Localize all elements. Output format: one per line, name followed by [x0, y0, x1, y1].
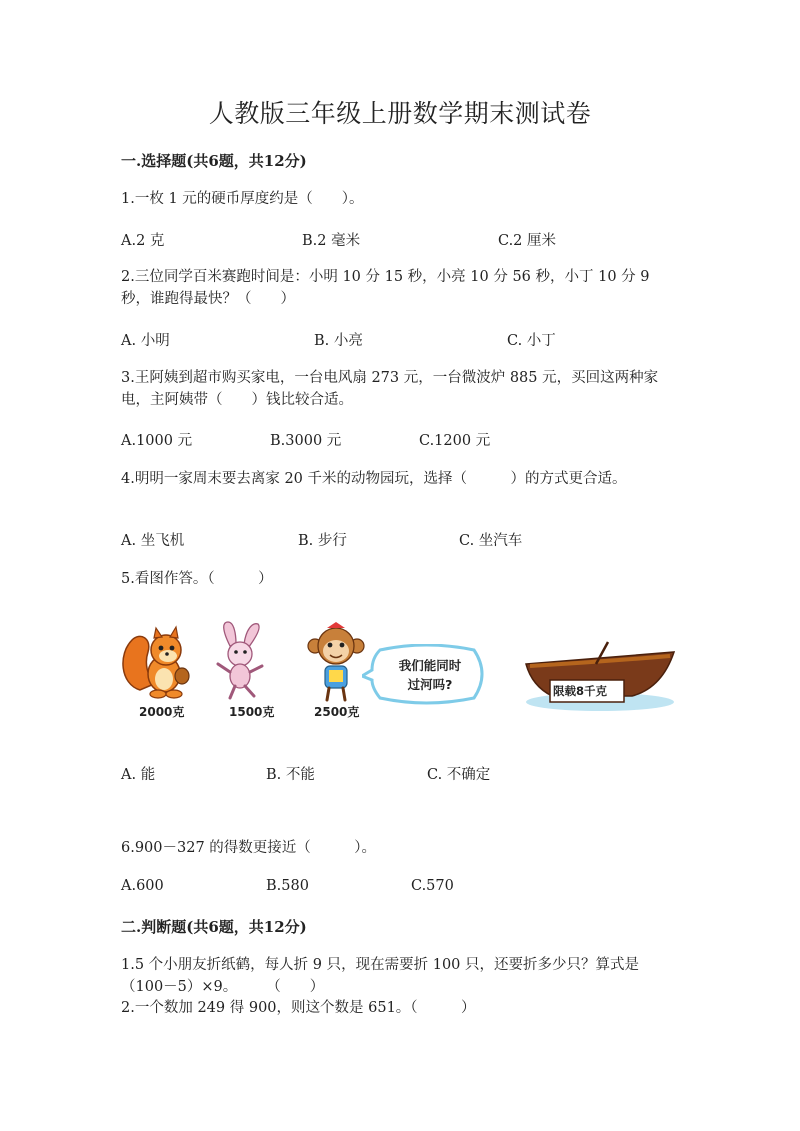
question-4: 4.明明一家周末要去离家 20 千米的动物园玩，选择（ ）的方式更合适。: [121, 471, 627, 487]
q4-option-b: B. 步行: [298, 533, 347, 549]
q6-option-a: A.600: [121, 878, 164, 894]
q6-option-b: B.580: [266, 878, 309, 894]
monkey-weight-label: 2500克: [314, 705, 360, 719]
q2-option-c: C. 小丁: [507, 333, 556, 349]
question-3: 3.王阿姨到超市购买家电，一台电风扇 273 元，一台微波炉 885 元，买回这两种家电，主阿姨带（ ）钱比较合适。: [121, 370, 659, 408]
q5-option-b: B. 不能: [266, 767, 315, 783]
q3-option-c: C.1200 元: [419, 433, 491, 449]
bubble-line-1: 我们能同时: [398, 658, 462, 673]
question-1: 1.一枚 1 元的硬币厚度约是（ ）。: [121, 191, 364, 207]
bubble-line-2: 过河吗?: [407, 677, 453, 692]
q1-option-c: C.2 厘米: [498, 233, 557, 249]
q3-option-a: A.1000 元: [121, 433, 193, 449]
question-2: 2.三位同学百米赛跑时间是：小明 10 分 15 秒，小亮 10 分 56 秒，小丁 10 分 9 秒，谁跑得最快？（ ）: [121, 269, 650, 307]
judgement-question-1: 1.5 个小朋友折纸鹤，每人折 9 只，现在需要折 100 只，还要折多少只？算式是（100－5）×9。 （ ）: [121, 957, 640, 995]
section-heading-judgement: 二.判断题(共6题，共12分): [121, 918, 307, 936]
q2-option-b: B. 小亮: [314, 333, 363, 349]
q4-option-a: A. 坐飞机: [121, 533, 185, 549]
boat-load-sign: 限载8千克: [553, 684, 608, 698]
question-6: 6.900－327 的得数更接近（ ）。: [121, 840, 377, 856]
q2-option-a: A. 小明: [121, 333, 170, 349]
boat-illustration: [522, 640, 678, 716]
q5-option-a: A. 能: [121, 767, 156, 783]
q6-option-c: C.570: [411, 878, 454, 894]
q1-option-b: B.2 毫米: [302, 233, 361, 249]
q3-option-b: B.3000 元: [270, 433, 342, 449]
squirrel-illustration: [118, 624, 198, 700]
rabbit-weight-label: 1500克: [229, 705, 275, 719]
section-heading-choice: 一.选择题(共6题，共12分): [121, 152, 307, 170]
squirrel-weight-label: 2000克: [139, 705, 185, 719]
monkey-illustration: [305, 622, 367, 702]
question-5: 5.看图作答。（ ）: [121, 571, 273, 587]
judgement-question-2: 2.一个数加 249 得 900，则这个数是 651。（ ）: [121, 1000, 476, 1016]
speech-bubble: [362, 644, 490, 706]
page-title: 人教版三年级上册数学期末测试卷: [208, 99, 592, 128]
q1-option-a: A.2 克: [121, 233, 165, 249]
q5-option-c: C. 不确定: [427, 767, 491, 783]
rabbit-illustration: [208, 620, 274, 700]
q4-option-c: C. 坐汽车: [459, 533, 523, 549]
